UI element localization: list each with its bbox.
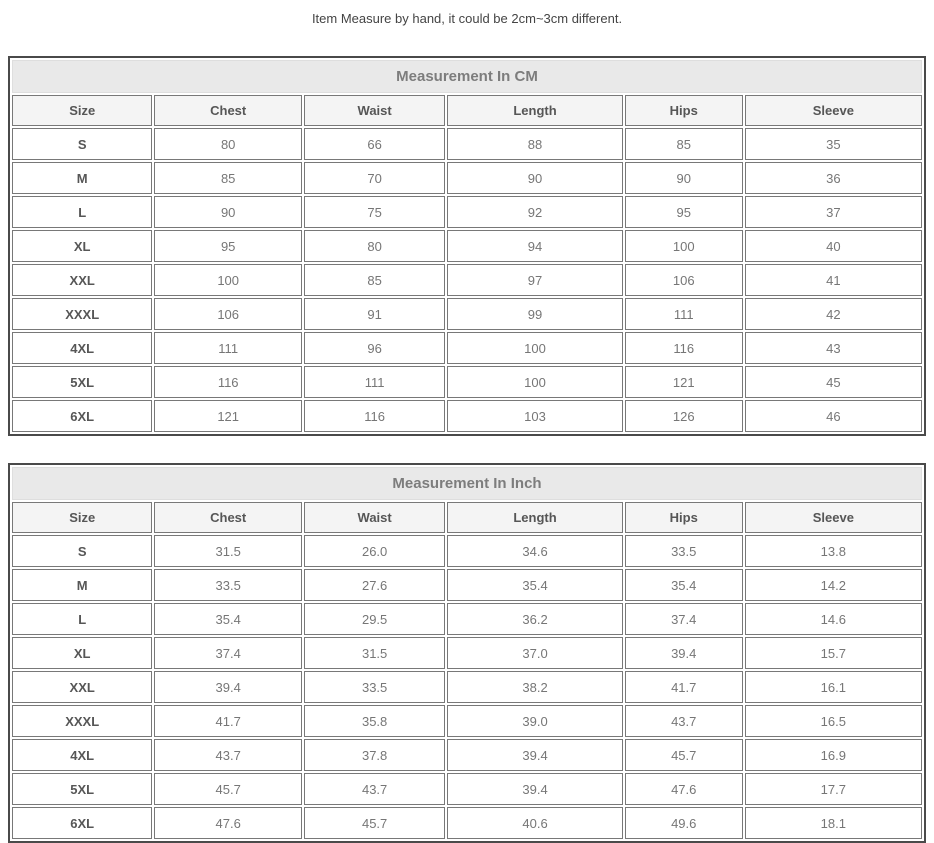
header-row (12, 95, 922, 126)
value-cell: 85 (154, 162, 302, 194)
column-header-waist: Waist (304, 95, 445, 126)
value-cell: 100 (447, 366, 623, 398)
value-cell: 33.5 (625, 535, 743, 567)
value-cell: 90 (154, 196, 302, 228)
value-cell: 96 (304, 332, 445, 364)
value-cell: 36.2 (447, 603, 623, 635)
table-row (12, 400, 922, 432)
value-cell: 41.7 (625, 671, 743, 703)
value-cell: 111 (304, 366, 445, 398)
value-cell: 43.7 (625, 705, 743, 737)
value-cell: 27.6 (304, 569, 445, 601)
table-row (12, 705, 922, 737)
value-cell: 121 (154, 400, 302, 432)
value-cell: 111 (154, 332, 302, 364)
value-cell: 103 (447, 400, 623, 432)
value-cell: 35.4 (154, 603, 302, 635)
value-cell: 41 (745, 264, 922, 296)
table-row (12, 162, 922, 194)
value-cell: 37.4 (154, 637, 302, 669)
value-cell: 31.5 (154, 535, 302, 567)
table-title: Measurement In CM (12, 60, 922, 93)
value-cell: 80 (304, 230, 445, 262)
size-cell: XXL (12, 264, 152, 296)
measurement-cm-table (8, 56, 926, 436)
column-header-sleeve: Sleeve (745, 95, 922, 126)
value-cell: 31.5 (304, 637, 445, 669)
value-cell: 33.5 (304, 671, 445, 703)
value-cell: 45.7 (154, 773, 302, 805)
value-cell: 95 (154, 230, 302, 262)
column-header-chest: Chest (154, 502, 302, 533)
size-cell: 6XL (12, 807, 152, 839)
value-cell: 116 (625, 332, 743, 364)
value-cell: 17.7 (745, 773, 922, 805)
table-row (12, 535, 922, 567)
table-row (12, 569, 922, 601)
value-cell: 37 (745, 196, 922, 228)
table-row (12, 366, 922, 398)
size-cell: L (12, 196, 152, 228)
value-cell: 35.4 (447, 569, 623, 601)
value-cell: 16.1 (745, 671, 922, 703)
value-cell: 43.7 (304, 773, 445, 805)
value-cell: 45 (745, 366, 922, 398)
value-cell: 85 (625, 128, 743, 160)
value-cell: 35.8 (304, 705, 445, 737)
value-cell: 41.7 (154, 705, 302, 737)
value-cell: 43.7 (154, 739, 302, 771)
value-cell: 70 (304, 162, 445, 194)
value-cell: 116 (154, 366, 302, 398)
value-cell: 85 (304, 264, 445, 296)
table-row (12, 807, 922, 839)
table-row (12, 671, 922, 703)
value-cell: 16.9 (745, 739, 922, 771)
size-cell: XL (12, 230, 152, 262)
value-cell: 100 (625, 230, 743, 262)
table-row (12, 264, 922, 296)
value-cell: 126 (625, 400, 743, 432)
size-cell: 5XL (12, 366, 152, 398)
size-cell: XXL (12, 671, 152, 703)
value-cell: 100 (447, 332, 623, 364)
size-cell: XL (12, 637, 152, 669)
measurement-inch-table (8, 463, 926, 843)
value-cell: 46 (745, 400, 922, 432)
column-header-length: Length (447, 502, 623, 533)
column-header-waist: Waist (304, 502, 445, 533)
value-cell: 37.8 (304, 739, 445, 771)
value-cell: 47.6 (625, 773, 743, 805)
size-cell: M (12, 569, 152, 601)
value-cell: 75 (304, 196, 445, 228)
size-cell: 6XL (12, 400, 152, 432)
value-cell: 121 (625, 366, 743, 398)
value-cell: 35 (745, 128, 922, 160)
value-cell: 106 (154, 298, 302, 330)
value-cell: 36 (745, 162, 922, 194)
value-cell: 45.7 (625, 739, 743, 771)
value-cell: 92 (447, 196, 623, 228)
value-cell: 39.0 (447, 705, 623, 737)
value-cell: 90 (447, 162, 623, 194)
column-header-size: Size (12, 95, 152, 126)
value-cell: 37.0 (447, 637, 623, 669)
value-cell: 91 (304, 298, 445, 330)
value-cell: 38.2 (447, 671, 623, 703)
table-row (12, 128, 922, 160)
table-row (12, 230, 922, 262)
table-row (12, 637, 922, 669)
measure-note: Item Measure by hand, it could be 2cm~3cm different. (311, 11, 623, 26)
value-cell: 94 (447, 230, 623, 262)
value-cell: 26.0 (304, 535, 445, 567)
column-header-hips: Hips (625, 502, 743, 533)
value-cell: 34.6 (447, 535, 623, 567)
table-row (12, 196, 922, 228)
value-cell: 100 (154, 264, 302, 296)
value-cell: 90 (625, 162, 743, 194)
size-cell: M (12, 162, 152, 194)
table-title: Measurement In Inch (12, 467, 922, 500)
value-cell: 116 (304, 400, 445, 432)
value-cell: 33.5 (154, 569, 302, 601)
value-cell: 97 (447, 264, 623, 296)
column-header-sleeve: Sleeve (745, 502, 922, 533)
value-cell: 66 (304, 128, 445, 160)
size-cell: XXXL (12, 705, 152, 737)
column-header-size: Size (12, 502, 152, 533)
value-cell: 40.6 (447, 807, 623, 839)
value-cell: 99 (447, 298, 623, 330)
size-cell: S (12, 128, 152, 160)
value-cell: 39.4 (154, 671, 302, 703)
size-cell: XXXL (12, 298, 152, 330)
size-cell: 5XL (12, 773, 152, 805)
value-cell: 43 (745, 332, 922, 364)
value-cell: 39.4 (625, 637, 743, 669)
column-header-length: Length (447, 95, 623, 126)
value-cell: 15.7 (745, 637, 922, 669)
value-cell: 18.1 (745, 807, 922, 839)
value-cell: 49.6 (625, 807, 743, 839)
value-cell: 39.4 (447, 773, 623, 805)
value-cell: 35.4 (625, 569, 743, 601)
table-row (12, 739, 922, 771)
value-cell: 37.4 (625, 603, 743, 635)
value-cell: 40 (745, 230, 922, 262)
table-row (12, 603, 922, 635)
size-cell: L (12, 603, 152, 635)
table-row (12, 773, 922, 805)
size-cell: 4XL (12, 739, 152, 771)
value-cell: 45.7 (304, 807, 445, 839)
value-cell: 106 (625, 264, 743, 296)
size-cell: 4XL (12, 332, 152, 364)
value-cell: 13.8 (745, 535, 922, 567)
table-row (12, 332, 922, 364)
value-cell: 47.6 (154, 807, 302, 839)
value-cell: 111 (625, 298, 743, 330)
column-header-chest: Chest (154, 95, 302, 126)
table-row (12, 298, 922, 330)
value-cell: 16.5 (745, 705, 922, 737)
size-cell: S (12, 535, 152, 567)
column-header-hips: Hips (625, 95, 743, 126)
value-cell: 42 (745, 298, 922, 330)
value-cell: 80 (154, 128, 302, 160)
value-cell: 88 (447, 128, 623, 160)
header-row (12, 502, 922, 533)
value-cell: 29.5 (304, 603, 445, 635)
value-cell: 95 (625, 196, 743, 228)
value-cell: 39.4 (447, 739, 623, 771)
value-cell: 14.2 (745, 569, 922, 601)
value-cell: 14.6 (745, 603, 922, 635)
